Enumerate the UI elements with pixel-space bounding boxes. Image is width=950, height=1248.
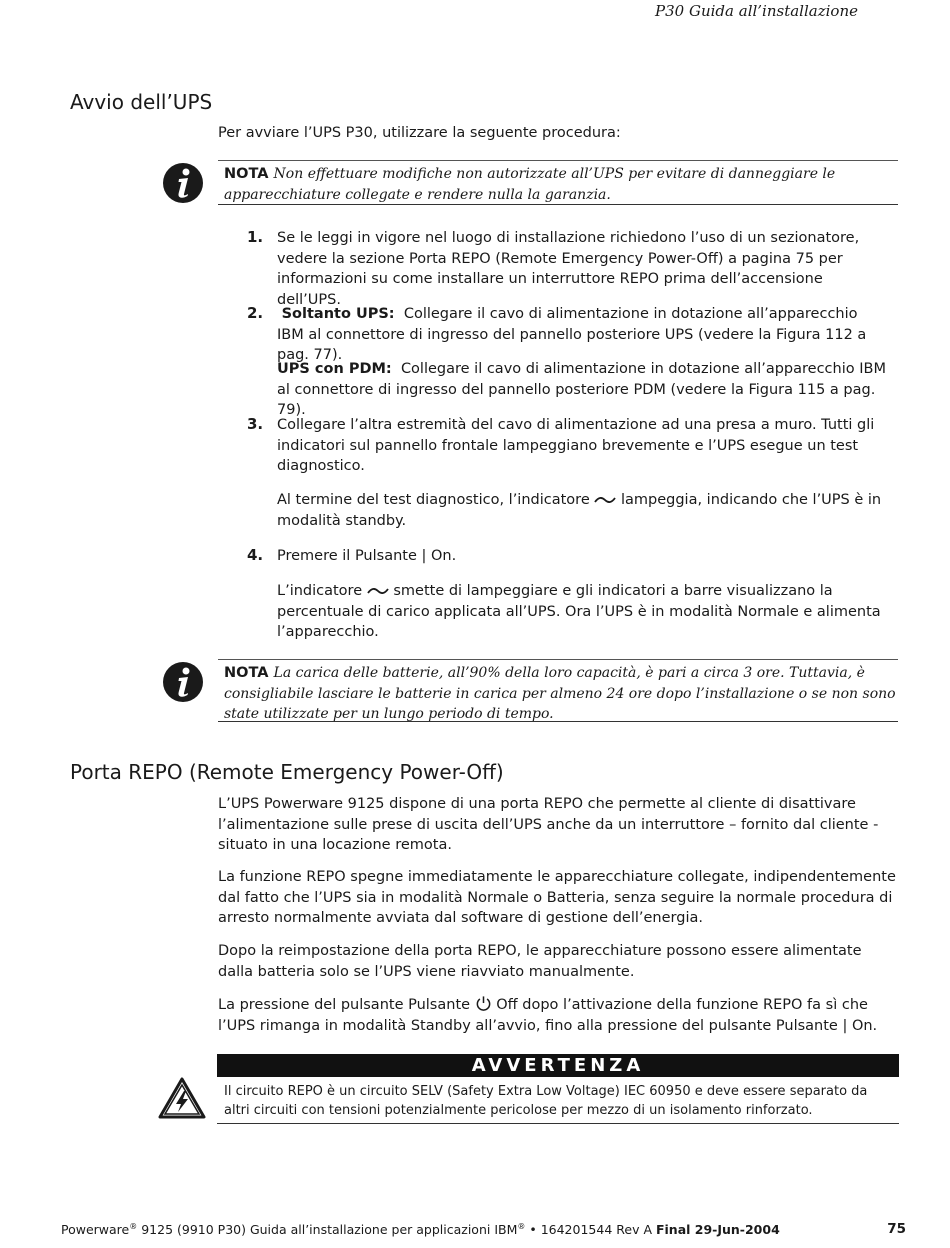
power-icon: [475, 995, 492, 1012]
step-number-1: 1.: [247, 228, 264, 246]
footer-text: [61, 1222, 780, 1237]
step-subtext-4: [277, 581, 887, 643]
step-text-2: [277, 304, 887, 366]
note-label: NOTA: [224, 166, 269, 182]
repo-paragraph-3: Dopo la reimpostazione della porta REPO, le apparecchiature possono essere alimentate dalla batteria solo se l’UPS viene riavviato manualmente.: [218, 943, 862, 980]
step-sub-after: lampeggia, indicando che l’UPS è in modalità standby.: [277, 492, 882, 529]
note-text: Non effettuare modifiche non autorizzate all’UPS per evitare di danneggiare le apparecchiature collegate e rendere nulla la garanzia.: [224, 166, 836, 203]
step-body: Collegare il cavo di alimentazione in dotazione all’apparecchio IBM al connettore di ingresso del pannello posteriore UPS (vedere la Figura 112 a pag. 77).: [277, 306, 867, 363]
footer-doc-number: 164201544 Rev A: [540, 1222, 656, 1238]
footer-title: 9125 (9910 P30) Guida all’installazione per applicazioni IBM: [137, 1222, 518, 1238]
note-label: NOTA: [224, 665, 269, 681]
sine-wave-icon: [594, 494, 616, 506]
footer-separator: •: [525, 1222, 541, 1238]
footer-brand: Powerware: [61, 1222, 130, 1238]
sine-wave-icon: [367, 585, 389, 597]
section-heading-avvio: Avvio dell’UPS: [70, 90, 213, 114]
step-number-2: 2.: [247, 304, 264, 322]
repo-p4-before: La pressione del pulsante Pulsante: [218, 997, 471, 1013]
note-box-2: [218, 659, 898, 722]
intro-text: Per avviare l’UPS P30, utilizzare la seguente procedura:: [218, 125, 621, 141]
warning-divider: [217, 1123, 899, 1124]
page-number: 75: [887, 1221, 906, 1237]
info-icon: [162, 661, 204, 703]
repo-p4-after: Off dopo l’attivazione della funzione REPO fa sì che l’UPS rimanga in modalità Standby all’avvio, fino alla pressione del pulsante Pulsante | On.: [218, 997, 878, 1034]
warning-text: Il circuito REPO è un circuito SELV (Safety Extra Low Voltage) IEC 60950 e deve essere separato da altri circuiti con tensioni potenzialmente pericolose per mezzo di un isolamento rinforzato.: [224, 1084, 868, 1118]
section-heading-repo: Porta REPO (Remote Emergency Power-Off): [70, 760, 504, 784]
step-sub-body: Collegare il cavo di alimentazione in dotazione all’apparecchio IBM al connettore di ingresso del pannello posteriore PDM (vedere la Figura 115 a pag. 79).: [277, 361, 886, 418]
info-icon: [162, 162, 204, 204]
step-lead-ups-con-pdm: UPS con PDM:: [277, 361, 392, 377]
step-text-1: Se le leggi in vigore nel luogo di installazione richiedono l’uso di un sezionatore, vedere la sezione Porta REPO (Remote Emergency Power-Off) a pagina 75 per informazioni su come installare un interruttore REPO prima dell’accensione dell’UPS.: [277, 230, 860, 308]
step-number-3: 3.: [247, 415, 264, 433]
step-number-4: 4.: [247, 546, 264, 564]
note-box-1: [218, 160, 898, 205]
step-sub-before: L’indicatore: [277, 583, 363, 599]
step-subtext-3: [277, 490, 887, 531]
step-subtext-2: [277, 359, 887, 421]
step-text-4: Premere il Pulsante | On.: [277, 548, 457, 564]
warning-title: AVVERTENZA: [217, 1054, 899, 1077]
running-header: P30 Guida all’installazione: [655, 2, 858, 20]
repo-paragraph-4: [218, 995, 898, 1036]
note-text: La carica delle batterie, all’90% della loro capacità, è pari a circa 3 ore. Tuttavia, è consigliabile lasciare le batterie in carica per almeno 24 ore dopo l’installazione o se non sono state utilizzate per un lungo periodo di tempo.: [224, 665, 896, 722]
footer-reg-2: ®: [517, 1222, 526, 1231]
repo-paragraph-2: La funzione REPO spegne immediatamente le apparecchiature collegate, indipendentemente dal fatto che l’UPS sia in modalità Normale o Batteria, senza seguire la normale procedura di arresto normalmente avviata dal software di gestione dell’energia.: [218, 869, 896, 926]
repo-paragraph-1: L’UPS Powerware 9125 dispone di una porta REPO che permette al cliente di disattivare l’alimentazione sulle prese di uscita dell’UPS anche da un interruttore – fornito dal cliente - situato in una locazione remota.: [218, 796, 879, 853]
step-text-3: Collegare l’altra estremità del cavo di alimentazione ad una presa a muro. Tutti gli indicatori sul pannello frontale lampeggiano brevemente e l’UPS esegue un test diagnostico.: [277, 417, 875, 474]
footer-final-date: Final 29-Jun-2004: [655, 1222, 780, 1238]
high-voltage-warning-icon: [158, 1077, 206, 1119]
step-lead-soltanto-ups: Soltanto UPS:: [281, 306, 395, 322]
step-sub-after: smette di lampeggiare e gli indicatori a barre visualizzano la percentuale di carico applicata all’UPS. Ora l’UPS è in modalità Normale e alimenta l’apparecchio.: [277, 583, 881, 640]
step-sub-before: Al termine del test diagnostico, l’indicatore: [277, 492, 590, 508]
footer-reg: ®: [129, 1222, 138, 1231]
